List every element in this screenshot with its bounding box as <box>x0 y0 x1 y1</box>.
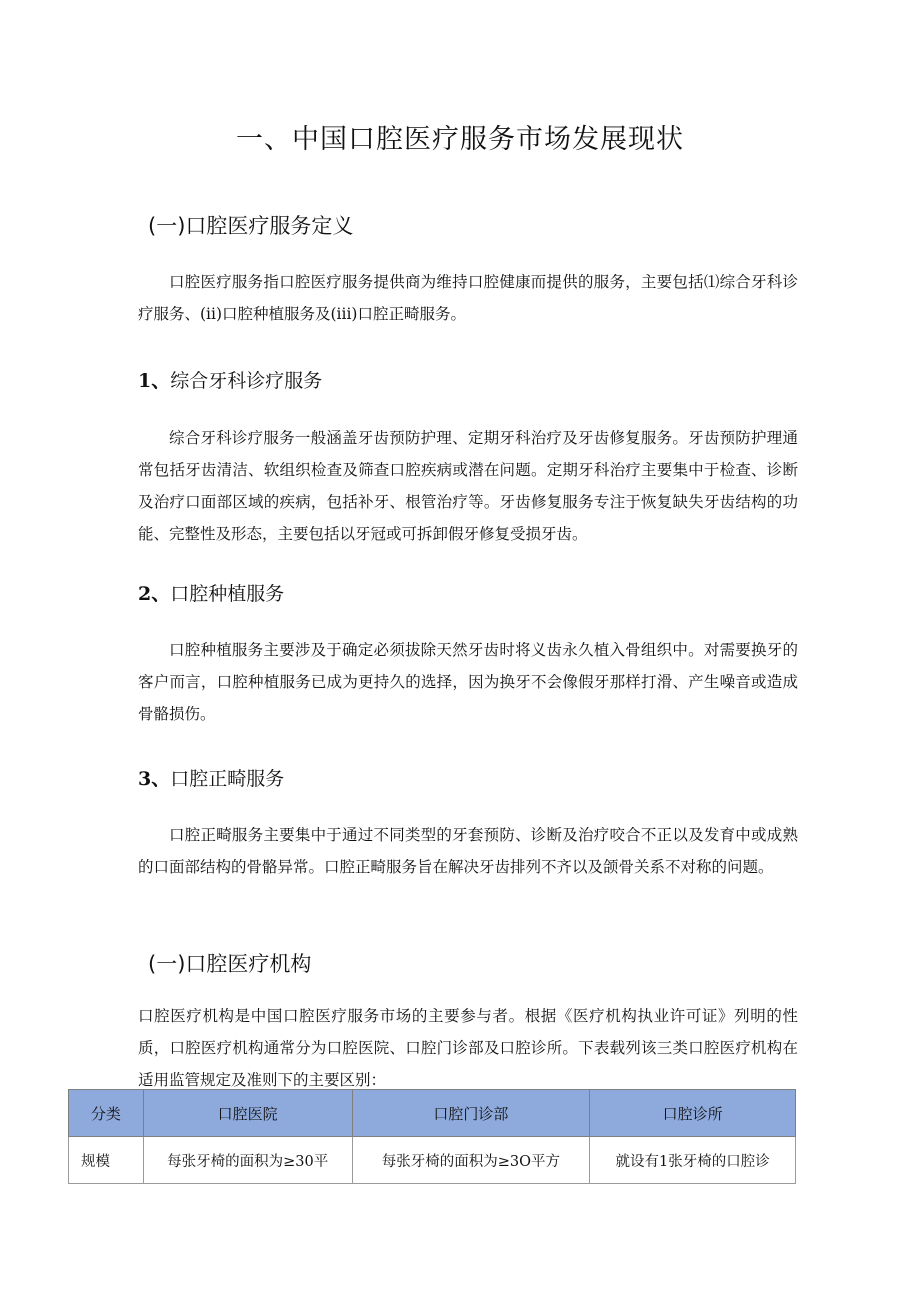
table-row <box>69 1137 796 1184</box>
table-cell: 就设有1张牙椅的口腔诊 <box>590 1137 796 1184</box>
paragraph-definition: 口腔医疗服务指口腔医疗服务提供商为维持口腔健康而提供的服务，主要包括⑴综合牙科诊疗服务、(ii)口腔种植服务及(iii)口腔正畸服务。 <box>138 273 798 323</box>
section-heading-institutions: (一)口腔医疗机构 <box>148 952 312 976</box>
subsection-heading-general-dentistry <box>138 366 322 393</box>
subsection-number: 1、 <box>138 370 171 392</box>
table-cell: 每张牙椅的面积为≥3O平方 <box>352 1137 590 1184</box>
subsection-number: 2、 <box>138 583 171 605</box>
table-header-cell: 分类 <box>69 1090 144 1137</box>
subsection-number: 3、 <box>138 768 171 790</box>
table-cell: 规模 <box>69 1137 144 1184</box>
page-title: 一、中国口腔医疗服务市场发展现状 <box>236 124 684 155</box>
subsection-title: 综合牙科诊疗服务 <box>170 370 323 392</box>
table-cell: 每张牙椅的面积为≥30平 <box>143 1137 352 1184</box>
subsection-heading-orthodontic <box>138 764 284 791</box>
paragraph-general-dentistry: 综合牙科诊疗服务一般涵盖牙齿预防护理、定期牙科治疗及牙齿修复服务。牙齿预防护理通常包括牙齿清洁、软组织检查及筛查口腔疾病或潜在问题。定期牙科治疗主要集中于检查、诊断及治疗口面部区域的疾病，包括补牙、根管治疗等。牙齿修复服务专注于恢复缺失牙齿结构的功能、完整性及形态，主要包括以牙冠或可拆卸假牙修复受损牙齿。 <box>138 429 798 543</box>
paragraph-institutions: 口腔医疗机构是中国口腔医疗服务市场的主要参与者。根据《医疗机构执业许可证》列明的性质，口腔医疗机构通常分为口腔医院、口腔门诊部及口腔诊所。下表载列该三类口腔医疗机构在适用监管规定及准则下的主要区别： <box>138 1007 798 1089</box>
institution-comparison-table <box>68 1089 796 1184</box>
table-header-cell: 口腔门诊部 <box>352 1090 590 1137</box>
subsection-title: 口腔正畸服务 <box>170 768 285 790</box>
paragraph-orthodontic: 口腔正畸服务主要集中于通过不同类型的牙套预防、诊断及治疗咬合不正以及发育中或成熟的口面部结构的骨骼异常。口腔正畸服务旨在解决牙齿排列不齐以及颌骨关系不对称的问题。 <box>138 826 798 876</box>
table-header-row <box>69 1090 796 1137</box>
section-heading-definition: (一)口腔医疗服务定义 <box>148 214 354 238</box>
paragraph-implant: 口腔种植服务主要涉及于确定必须拔除天然牙齿时将义齿永久植入骨组织中。对需要换牙的客户而言，口腔种植服务已成为更持久的选择，因为换牙不会像假牙那样打滑、产生噪音或造成骨骼损伤。 <box>138 641 798 723</box>
table-header-cell: 口腔诊所 <box>590 1090 796 1137</box>
table-header-cell: 口腔医院 <box>143 1090 352 1137</box>
subsection-title: 口腔种植服务 <box>170 583 285 605</box>
subsection-heading-implant <box>138 579 284 606</box>
